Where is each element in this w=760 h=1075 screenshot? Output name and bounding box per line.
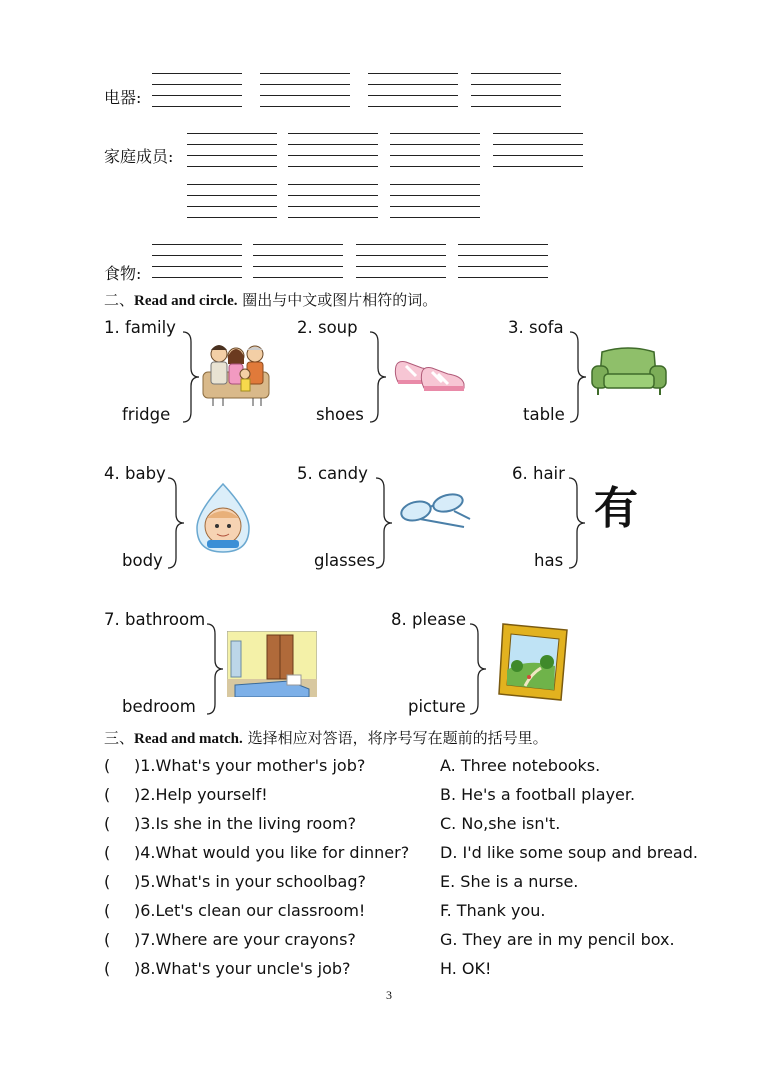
answer-paren[interactable]: (: [104, 901, 111, 920]
blank-group[interactable]: [187, 184, 277, 218]
curly-brace-icon: [374, 476, 396, 570]
answer-option: D. I'd like some soup and bread.: [440, 843, 698, 862]
circle-option-top[interactable]: 4. baby: [104, 464, 166, 483]
section2-heading: [104, 289, 437, 310]
answer-paren[interactable]: (: [104, 785, 111, 804]
section3-heading: [104, 727, 548, 748]
blank-group[interactable]: [471, 73, 561, 107]
answer-paren[interactable]: (: [104, 959, 111, 978]
answer-option: A. Three notebooks.: [440, 756, 601, 775]
page-number: 3: [386, 988, 392, 1002]
blank-group[interactable]: [390, 184, 480, 218]
answer-paren[interactable]: (: [104, 756, 111, 775]
blank-group[interactable]: [152, 244, 242, 278]
curly-brace-icon: [567, 476, 589, 570]
circle-option-top[interactable]: 8. please: [391, 610, 467, 629]
food-label: 食物:: [104, 264, 142, 283]
circle-option-top[interactable]: 7. bathroom: [104, 610, 206, 629]
answer-option: B. He's a football player.: [440, 785, 636, 804]
curly-brace-icon: [166, 476, 188, 570]
answer-option: H. OK!: [440, 959, 492, 978]
question-text: )8.What's your uncle's job?: [134, 959, 351, 978]
circle-option-bottom[interactable]: body: [122, 551, 163, 570]
question-text: )6.Let's clean our classroom!: [134, 901, 366, 920]
section2-instruction: 圈出与中文或图片相符的词。: [242, 291, 438, 309]
blank-group[interactable]: [368, 73, 458, 107]
answer-paren[interactable]: (: [104, 843, 111, 862]
answer-paren[interactable]: (: [104, 930, 111, 949]
section2-title-en: Read and circle.: [134, 293, 238, 309]
electrical-label: 电器:: [104, 88, 142, 107]
curly-brace-icon: [468, 622, 490, 716]
section3-title-en: Read and match.: [134, 731, 243, 747]
answer-paren[interactable]: (: [104, 872, 111, 891]
baby-picture: [193, 482, 253, 556]
blank-group[interactable]: [260, 73, 350, 107]
blank-group[interactable]: [288, 133, 378, 167]
glasses-picture: [398, 493, 474, 533]
bedroom-picture: [227, 631, 317, 697]
circle-option-bottom[interactable]: glasses: [314, 551, 376, 570]
section2-number: 二、: [104, 291, 135, 309]
question-text: )7.Where are your crayons?: [134, 930, 356, 949]
question-text: )1.What's your mother's job?: [134, 756, 366, 775]
section3-number: 三、: [104, 729, 135, 747]
framed-picture: [497, 622, 569, 702]
blank-group[interactable]: [458, 244, 548, 278]
circle-option-bottom[interactable]: bedroom: [122, 697, 196, 716]
curly-brace-icon: [368, 330, 390, 424]
shoes-picture: [392, 356, 474, 396]
family-picture: [199, 336, 273, 408]
blank-group[interactable]: [390, 133, 480, 167]
circle-option-top[interactable]: 1. family: [104, 318, 176, 337]
circle-option-top[interactable]: 2. soup: [297, 318, 358, 337]
answer-option: F. Thank you.: [440, 901, 546, 920]
circle-option-bottom[interactable]: has: [534, 551, 564, 570]
circle-option-bottom[interactable]: fridge: [122, 405, 171, 424]
blank-group[interactable]: [493, 133, 583, 167]
answer-option: E. She is a nurse.: [440, 872, 579, 891]
question-text: )5.What's in your schoolbag?: [134, 872, 367, 891]
circle-option-bottom[interactable]: shoes: [316, 405, 364, 424]
curly-brace-icon: [205, 622, 227, 716]
circle-option-bottom[interactable]: picture: [408, 697, 466, 716]
blank-group[interactable]: [187, 133, 277, 167]
question-text: )4.What would you like for dinner?: [134, 843, 410, 862]
sofa-picture: [590, 346, 668, 398]
circle-option-top[interactable]: 5. candy: [297, 464, 368, 483]
question-text: )3.Is she in the living room?: [134, 814, 357, 833]
answer-option: C. No,she isn't.: [440, 814, 561, 833]
family-label: 家庭成员:: [104, 147, 174, 166]
blank-group[interactable]: [356, 244, 446, 278]
answer-option: G. They are in my pencil box.: [440, 930, 675, 949]
blank-group[interactable]: [288, 184, 378, 218]
section3-instruction: 选择相应对答语，将序号写在题前的括号里。: [247, 729, 548, 747]
hanzi-you: 有: [594, 483, 638, 534]
curly-brace-icon: [568, 330, 590, 424]
answer-paren[interactable]: (: [104, 814, 111, 833]
circle-option-top[interactable]: 3. sofa: [508, 318, 564, 337]
question-text: )2.Help yourself!: [134, 785, 268, 804]
blank-group[interactable]: [253, 244, 343, 278]
circle-option-top[interactable]: 6. hair: [512, 464, 565, 483]
circle-option-bottom[interactable]: table: [523, 405, 565, 424]
blank-group[interactable]: [152, 73, 242, 107]
